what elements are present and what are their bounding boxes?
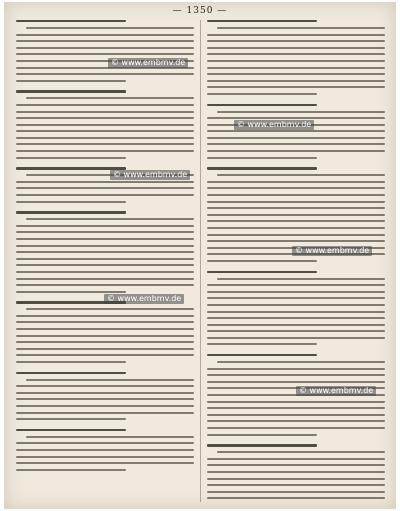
text-line xyxy=(207,260,317,262)
text-line xyxy=(207,40,385,42)
dispatch-heading-line xyxy=(207,444,317,446)
text-line xyxy=(207,401,385,403)
text-line xyxy=(207,143,385,145)
text-line xyxy=(16,392,194,394)
text-line xyxy=(26,436,194,438)
text-line xyxy=(207,374,385,376)
watermark-text: © www.embmv.de xyxy=(292,246,372,256)
text-line xyxy=(16,251,194,253)
text-line xyxy=(207,194,385,196)
text-line xyxy=(207,434,317,436)
text-line xyxy=(217,361,385,363)
dispatch-heading-line xyxy=(16,372,126,374)
text-line xyxy=(207,214,385,216)
dispatch-heading-line xyxy=(16,211,126,213)
text-line xyxy=(16,469,126,471)
text-line xyxy=(207,304,385,306)
dispatch-heading-line xyxy=(207,20,317,22)
text-line xyxy=(16,315,194,317)
text-line xyxy=(16,40,194,42)
text-line xyxy=(16,264,194,266)
watermark-text: © www.embmv.de xyxy=(110,170,190,180)
text-line xyxy=(207,343,317,345)
page-number: — 1350 — xyxy=(172,6,228,16)
text-line xyxy=(16,80,126,82)
dispatch-heading-line xyxy=(16,429,126,431)
text-line xyxy=(207,464,385,466)
watermark-text: © www.embmv.de xyxy=(108,58,188,68)
text-line xyxy=(16,104,194,106)
text-line xyxy=(207,73,385,75)
text-line xyxy=(207,368,385,370)
text-line xyxy=(16,34,194,36)
text-line xyxy=(207,317,385,319)
left-column xyxy=(16,20,194,502)
text-line xyxy=(16,385,194,387)
text-line xyxy=(207,181,385,183)
text-line xyxy=(207,220,385,222)
text-line xyxy=(207,407,385,409)
text-line xyxy=(26,379,194,381)
text-line xyxy=(16,361,126,363)
text-line xyxy=(16,187,194,189)
text-line xyxy=(207,60,385,62)
text-line xyxy=(217,174,385,176)
text-line xyxy=(16,231,194,233)
text-line xyxy=(16,405,194,407)
text-line xyxy=(16,348,194,350)
text-line xyxy=(217,451,385,453)
text-line xyxy=(207,291,385,293)
text-line xyxy=(207,414,385,416)
text-line xyxy=(16,321,194,323)
text-line xyxy=(16,335,194,337)
text-line xyxy=(16,73,194,75)
right-column xyxy=(207,20,385,502)
text-line xyxy=(207,53,385,55)
text-line xyxy=(16,137,194,139)
dispatch-heading-line xyxy=(207,167,317,169)
text-line xyxy=(16,117,194,119)
text-line xyxy=(207,67,385,69)
text-line xyxy=(207,311,385,313)
watermark-text: © www.embmv.de xyxy=(296,386,376,396)
text-line xyxy=(217,27,385,29)
text-line xyxy=(207,93,317,95)
text-line xyxy=(16,418,126,420)
text-line xyxy=(207,80,385,82)
text-line xyxy=(16,341,194,343)
text-line xyxy=(16,53,194,55)
text-line xyxy=(207,137,385,139)
text-line xyxy=(207,337,385,339)
text-line xyxy=(16,271,194,273)
text-line xyxy=(207,330,385,332)
text-line xyxy=(16,225,194,227)
dispatch-heading-line xyxy=(16,90,126,92)
text-line xyxy=(207,47,385,49)
text-line xyxy=(207,187,385,189)
text-line xyxy=(207,86,385,88)
text-line xyxy=(207,130,385,132)
text-line xyxy=(16,130,194,132)
text-line xyxy=(207,497,385,499)
watermark-text: © www.embmv.de xyxy=(104,294,184,304)
text-line xyxy=(207,234,385,236)
text-line xyxy=(207,491,385,493)
text-line xyxy=(207,471,385,473)
text-line xyxy=(16,328,194,330)
text-line xyxy=(16,412,194,414)
column-divider xyxy=(200,20,201,502)
text-line xyxy=(207,381,385,383)
watermark-text: © www.embmv.de xyxy=(234,120,314,130)
text-line xyxy=(207,324,385,326)
text-line xyxy=(217,111,385,113)
text-line xyxy=(16,111,194,113)
text-line xyxy=(16,278,194,280)
text-line xyxy=(207,34,385,36)
text-line xyxy=(207,150,385,152)
text-line xyxy=(16,245,194,247)
dispatch-heading-line xyxy=(207,104,317,106)
text-line xyxy=(16,462,194,464)
text-line xyxy=(16,258,194,260)
text-line xyxy=(26,218,194,220)
text-line xyxy=(16,201,126,203)
text-line xyxy=(26,97,194,99)
text-line xyxy=(26,27,194,29)
text-line xyxy=(207,284,385,286)
newspaper-page xyxy=(4,2,396,509)
text-line xyxy=(16,449,194,451)
text-line xyxy=(16,398,194,400)
text-line xyxy=(207,117,385,119)
text-line xyxy=(207,458,385,460)
text-line xyxy=(16,354,194,356)
text-line xyxy=(16,194,194,196)
text-line xyxy=(207,201,385,203)
text-line xyxy=(16,238,194,240)
text-line xyxy=(16,181,194,183)
text-line xyxy=(207,478,385,480)
text-line xyxy=(16,284,194,286)
text-line xyxy=(16,143,194,145)
dispatch-heading-line xyxy=(207,271,317,273)
text-line xyxy=(16,124,194,126)
text-line xyxy=(16,157,126,159)
text-line xyxy=(16,291,126,293)
dispatch-heading-line xyxy=(207,354,317,356)
text-line xyxy=(16,150,194,152)
text-line xyxy=(217,278,385,280)
text-line xyxy=(16,47,194,49)
text-line xyxy=(207,240,385,242)
text-line xyxy=(207,427,385,429)
text-line xyxy=(207,227,385,229)
text-line xyxy=(207,297,385,299)
text-line xyxy=(16,456,194,458)
dispatch-heading-line xyxy=(16,20,126,22)
text-line xyxy=(207,207,385,209)
text-line xyxy=(207,157,317,159)
text-line xyxy=(207,420,385,422)
text-line xyxy=(26,308,194,310)
text-line xyxy=(207,484,385,486)
text-line xyxy=(16,442,194,444)
